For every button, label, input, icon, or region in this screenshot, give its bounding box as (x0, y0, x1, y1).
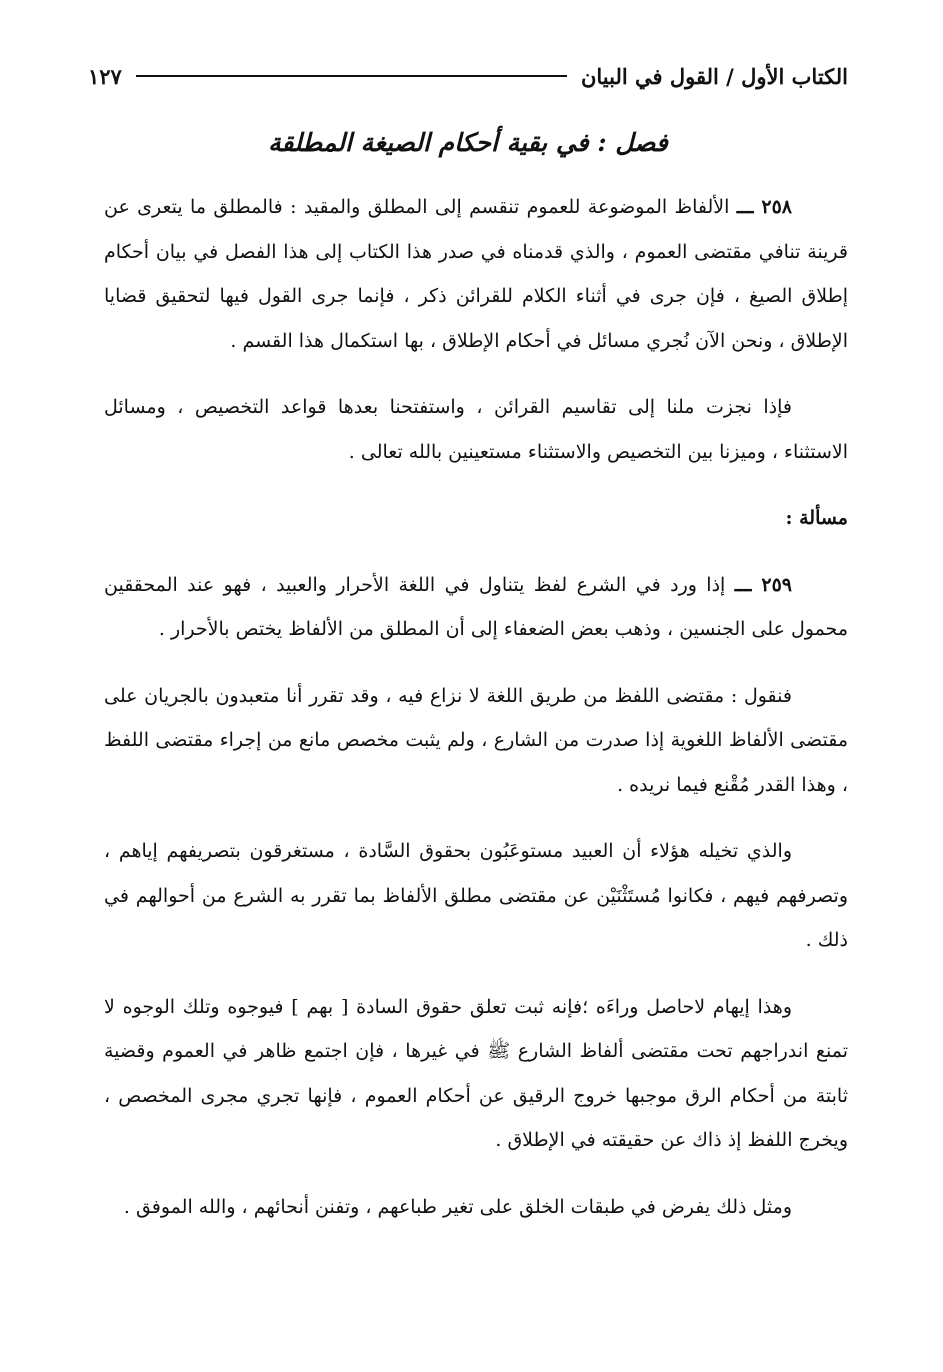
paragraph-258 (104, 185, 848, 363)
paragraph-number: ٢٥٩ ـــ (734, 573, 792, 596)
paragraph-text: إذا ورد في الشرع لفظ يتناول في اللغة الأحرار والعبيد ، فهو عند المحققين محمول على الجنسين ، وذهب بعض الضعفاء إلى أن المطلق من الألفاظ يختص بالأحرار . (104, 573, 848, 640)
paragraph: فإذا نجزت ملنا إلى تقاسيم القرائن ، واستفتحنا بعدها قواعد التخصيص ، ومسائل الاستثناء ، وميزنا بين التخصيص والاستثناء مستعينين بالله تعالى . (104, 396, 848, 463)
paragraph: والذي تخيله هؤلاء أن العبيد مستوعَبُون بحقوق السَّادة ، مستغرقون بتصريفهم إياهم ، وتصرفهم فيهم ، فكانوا مُستَثْنَيْن عن مقتضى مطلق الألفاظ بما تقرر به الشرع من أحوالهم في ذلك . (104, 840, 848, 951)
section-title: فصل : في بقية أحكام الصيغة المطلقة (268, 128, 668, 157)
paragraph-text: الألفاظ الموضوعة للعموم تنقسم إلى المطلق والمقيد : فالمطلق ما يتعرى عن قرينة تنافي مقتضى العموم ، والذي قدمناه في صدر هذا الكتاب إلى هذا الفصل في بيان أحكام إطلاق الصيغ ، فإن جرى في أثناء الكلام للقرائن ذكر ، فإنما جرى القول فيها لتحقيق قضايا الإطلاق ، ونحن الآن نُجري مسائل في أحكام الإطلاق ، بها استكمال هذا القسم . (104, 196, 848, 352)
paragraph: ومثل ذلك يفرض في طبقات الخلق على تغير طباعهم ، وتفنن أنحائهم ، والله الموفق . (123, 1195, 792, 1218)
paragraph: وهذا إيهام لاحاصل وراءَه ؛فإنه ثبت تعلق حقوق السادة [ بهم ] فيوجوه وتلك الوجوه لا تمنع اندراجهم تحت مقتضى ألفاظ الشارع ﷺ في غيرها ، فإن اجتمع ظاهر في العموم وقضية ثابتة من أحكام الرق موجبها خروج الرقيق عن أحكام العموم ، فإنها تجري مجرى المخصص ، ويخرج اللفظ إذ ذاك عن حقيقته في الإطلاق . (104, 995, 848, 1151)
header-rule (136, 75, 567, 77)
paragraph: فنقول : مقتضى اللفظ من طريق اللغة لا نزاع فيه ، وقد تقرر أنا متعبدون بالجريان على مقتضى الألفاظ اللغوية إذا صدرت من الشارع ، ولم يثبت مخصص مانع من إجراء مقتضى اللفظ ، وهذا القدر مُقْنع فيما نريده . (104, 684, 848, 796)
paragraph-number: ٢٥٨ ـــ (736, 196, 792, 218)
page-number: ١٢٧ (88, 63, 122, 89)
body-text (104, 185, 848, 1229)
problem-heading: مسألة : (785, 507, 848, 529)
running-header (88, 58, 848, 94)
paragraph-259 (104, 563, 848, 652)
book-title: الكتاب الأول / القول في البيان (580, 63, 848, 89)
